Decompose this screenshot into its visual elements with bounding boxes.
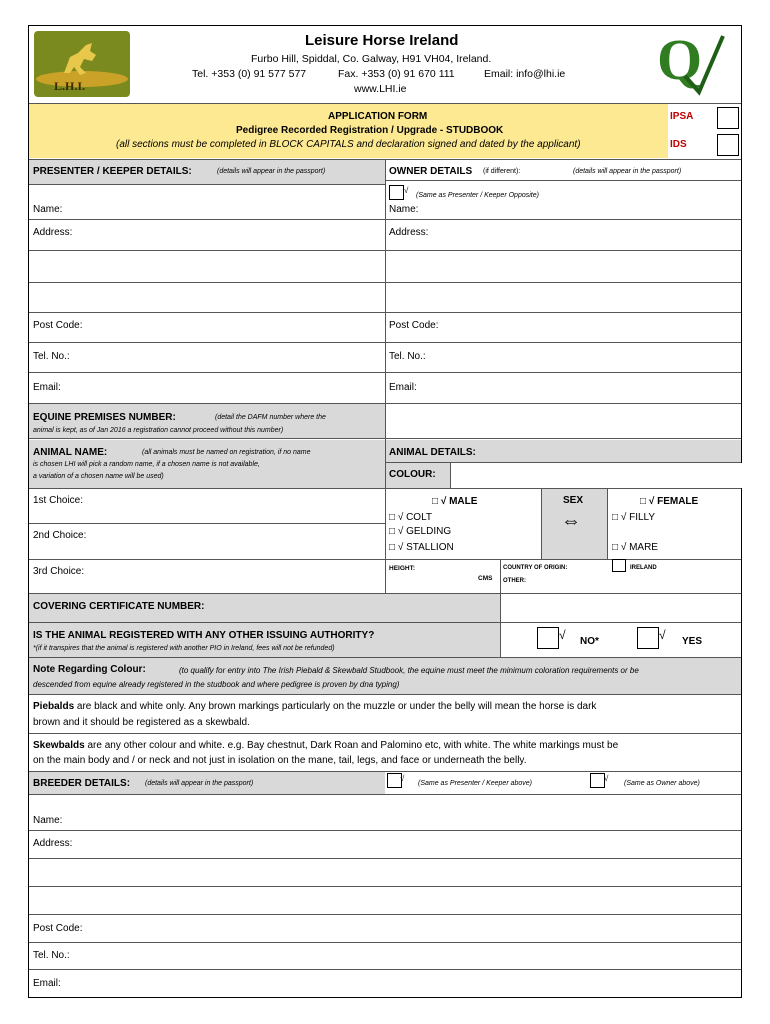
premises-note-1: (detail the DAFM number where the <box>215 414 326 421</box>
piebalds-term: Piebalds <box>33 701 75 712</box>
org-tel: Tel. +353 (0) 91 577 577 <box>192 68 307 80</box>
piebalds-text-1 <box>33 701 596 712</box>
filly-option[interactable]: □ √ FILLY <box>612 512 656 523</box>
colour-input[interactable] <box>450 463 742 488</box>
breeder-email-label: Email: <box>33 978 61 989</box>
form-title: APPLICATION FORM <box>328 111 428 122</box>
skewbalds-text-2: on the main body and / or neck and not just in isolation on the mane, tail, legs, and face or underneath the belly. <box>33 755 527 766</box>
animal-name-heading: ANIMAL NAME: <box>33 447 108 458</box>
lhi-logo <box>34 31 130 97</box>
presenter-heading: PRESENTER / KEEPER DETAILS: <box>33 166 192 177</box>
owner-tel-label: Tel. No.: <box>389 351 426 362</box>
owner-address-label: Address: <box>389 227 429 238</box>
org-fax: Fax. +353 (0) 91 670 111 <box>338 68 455 80</box>
org-address: Furbo Hill, Spiddal, Co. Galway, H91 VH04, Ireland. <box>251 53 492 65</box>
animal-details-heading: ANIMAL DETAILS: <box>389 447 476 458</box>
yes-checkbox[interactable] <box>637 627 659 649</box>
quality-mark <box>655 27 725 96</box>
org-web: www.LHI.ie <box>354 83 407 95</box>
presenter-name-label: Name: <box>33 204 63 215</box>
skewbalds-desc: are any other colour and white. e.g. Bay chestnut, Dark Roan and Palomino etc, with white. The white markings must be <box>84 740 619 751</box>
authority-note: *(if it transpires that the animal is registered with another PIO in Ireland, fees will not be refunded) <box>33 645 335 652</box>
check-icon <box>655 30 725 96</box>
authority-heading: IS THE ANIMAL REGISTERED WITH ANY OTHER ISSUING AUTHORITY? <box>33 630 375 641</box>
ids-label: IDS <box>670 139 687 150</box>
owner-same-tick: √ <box>404 186 409 195</box>
animal-name-note-2: is chosen LHI will pick a random name, if a chosen name is not available, <box>33 461 260 468</box>
breeder-same-owner-checkbox[interactable] <box>590 773 605 788</box>
choice-1-label: 1st Choice: <box>33 495 84 506</box>
female-option[interactable]: □ √ FEMALE <box>640 496 699 507</box>
skewbalds-term: Skewbalds <box>33 740 85 751</box>
colour-note-heading: Note Regarding Colour: <box>33 664 146 675</box>
breeder-tel-label: Tel. No.: <box>33 950 70 961</box>
owner-same-note: (Same as Presenter / Keeper Opposite) <box>416 192 539 199</box>
ireland-label: IRELAND <box>630 565 657 571</box>
other-label: OTHER: <box>503 578 526 584</box>
no-checkbox[interactable] <box>537 627 559 649</box>
presenter-email-label: Email: <box>33 382 61 393</box>
height-label: HEIGHT: <box>389 565 415 572</box>
owner-name-label: Name: <box>389 204 419 215</box>
breeder-heading: BREEDER DETAILS: <box>33 778 131 789</box>
presenter-note: (details will appear in the passport) <box>217 168 326 175</box>
piebalds-desc: are black and white only. Any brown markings particularly on the muzzle or under the belly will mean the horse is dark <box>74 701 597 712</box>
org-name: Leisure Horse Ireland <box>305 32 459 49</box>
covering-heading: COVERING CERTIFICATE NUMBER: <box>33 601 205 612</box>
yes-label: YES <box>682 636 703 647</box>
choice-3-label: 3rd Choice: <box>33 566 85 577</box>
piebalds-text-2: brown and it should be registered as a skewbald. <box>33 717 250 728</box>
sex-arrow-icon: ⇔ <box>561 510 581 532</box>
breeder-same-owner-tick: √ <box>604 774 609 783</box>
breeder-name-label: Name: <box>33 815 63 826</box>
animal-name-note-3: a variation of a chosen name will be used) <box>33 473 164 480</box>
form-subtitle: Pedigree Recorded Registration / Upgrade - STUDBOOK <box>236 125 504 136</box>
owner-postcode-label: Post Code: <box>389 320 439 331</box>
ipsa-checkbox[interactable] <box>717 107 739 129</box>
breeder-same-presenter-note: (Same as Presenter / Keeper above) <box>418 780 533 787</box>
breeder-same-owner-note: (Same as Owner above) <box>624 780 700 787</box>
colt-option[interactable]: □ √ COLT <box>389 512 433 523</box>
skewbalds-text-1 <box>33 740 618 751</box>
sex-label: SEX <box>563 495 584 506</box>
form-instructions: (all sections must be completed in BLOCK CAPITALS and declaration signed and dated by the applicant) <box>116 139 581 150</box>
breeder-same-presenter-tick: √ <box>400 774 405 783</box>
logo-text: L.H.I. <box>54 79 86 93</box>
presenter-postcode-label: Post Code: <box>33 320 83 331</box>
ids-checkbox[interactable] <box>717 134 739 156</box>
owner-heading: OWNER DETAILS <box>389 166 473 177</box>
presenter-address-label: Address: <box>33 227 73 238</box>
owner-email-label: Email: <box>389 382 417 393</box>
breeder-address-label: Address: <box>33 838 73 849</box>
choice-2-label: 2nd Choice: <box>33 530 87 541</box>
no-label: NO* <box>580 636 599 647</box>
gelding-option[interactable]: □ √ GELDING <box>389 526 452 537</box>
premises-heading: EQUINE PREMISES NUMBER: <box>33 412 176 423</box>
yes-tick: √ <box>659 628 666 642</box>
owner-heading-note: (if different): <box>483 168 521 175</box>
stallion-option[interactable]: □ √ STALLION <box>389 542 454 553</box>
owner-same-checkbox[interactable] <box>389 185 404 200</box>
cms-label: CMS <box>478 575 493 582</box>
breeder-note: (details will appear in the passport) <box>145 780 254 787</box>
premises-note-2: animal is kept, as of Jan 2016 a registration cannot proceed without this number) <box>33 427 284 434</box>
quality-mark-letter: Q <box>657 27 703 92</box>
colour-note-text-1: (to qualify for entry into The Irish Piebald & Skewbald Studbook, the equine must meet the minimum coloration requirements or be <box>179 666 639 675</box>
no-tick: √ <box>559 628 566 642</box>
ipsa-label: IPSA <box>670 111 694 122</box>
country-label: COUNTRY OF ORIGIN: <box>503 565 568 571</box>
org-email: Email: info@lhi.ie <box>484 68 566 80</box>
animal-name-note-1: (all animals must be named on registration, if no name <box>142 449 311 456</box>
owner-note: (details will appear in the passport) <box>573 168 682 175</box>
breeder-postcode-label: Post Code: <box>33 923 83 934</box>
mare-option[interactable]: □ √ MARE <box>612 542 658 553</box>
male-option[interactable]: □ √ MALE <box>432 496 478 507</box>
presenter-tel-label: Tel. No.: <box>33 351 70 362</box>
colour-note-text-2: descended from equine already registered in the studbook and where pedigree is proven by dna typing) <box>33 680 400 689</box>
colour-label: COLOUR: <box>389 469 436 480</box>
ireland-checkbox[interactable] <box>612 559 626 572</box>
